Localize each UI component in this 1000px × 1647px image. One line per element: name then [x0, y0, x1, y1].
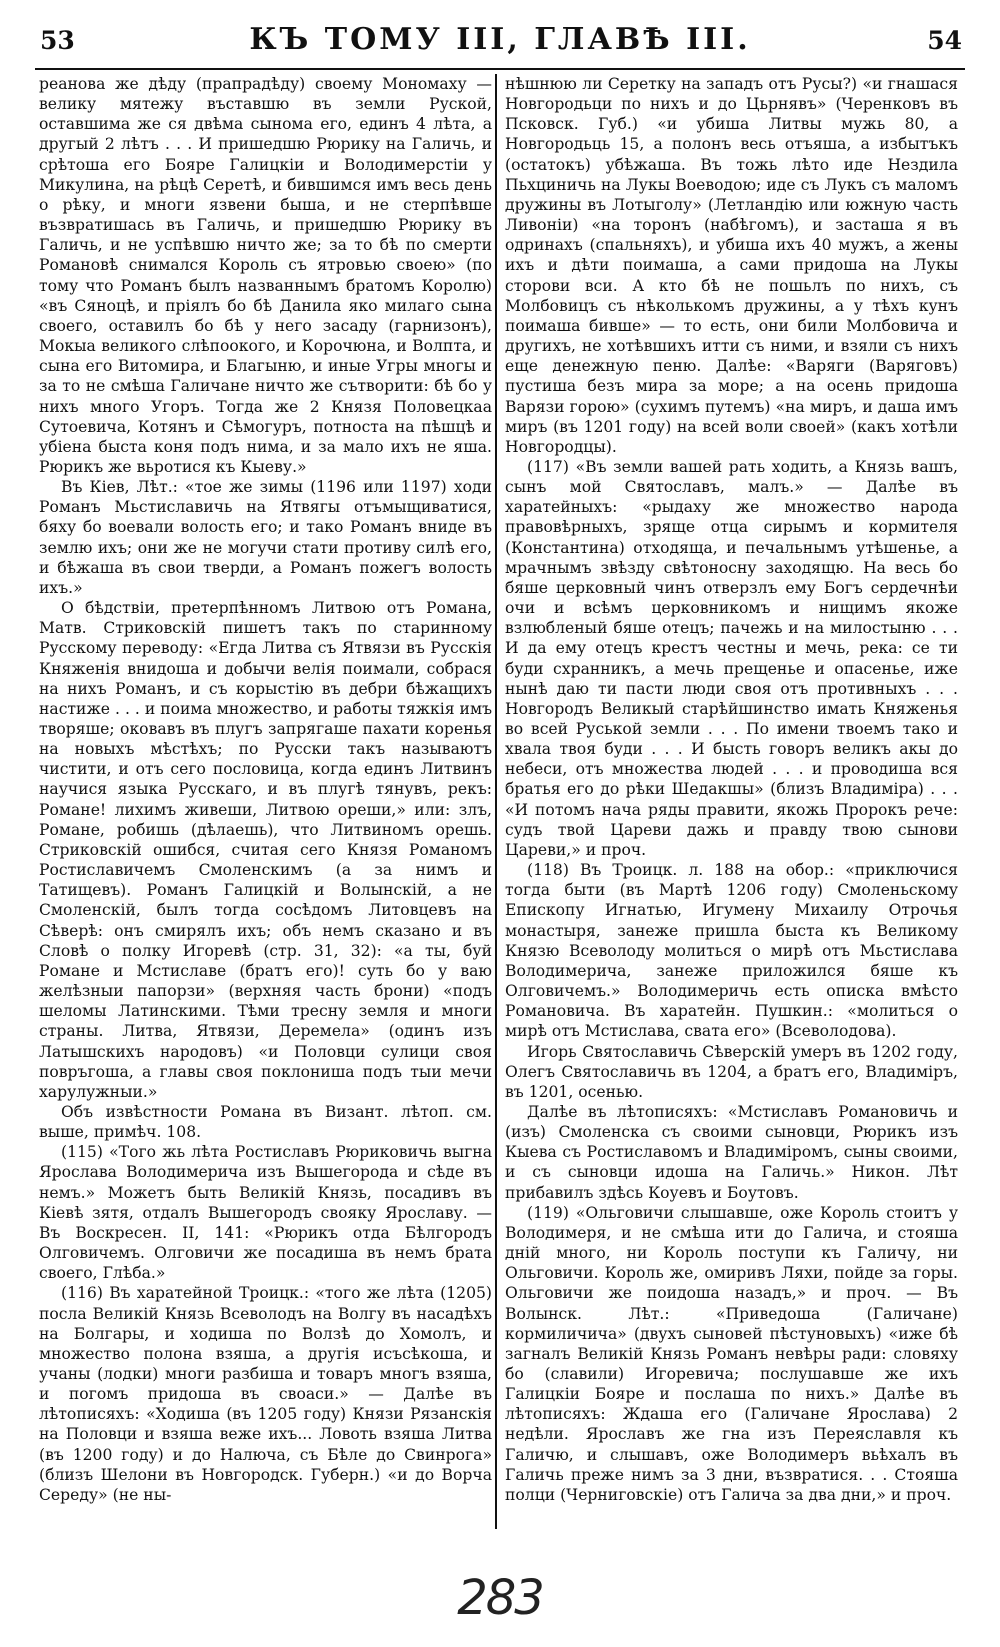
running-title: КЪ ТОМУ III, ГЛАВѢ III.	[249, 22, 751, 57]
page-number-left: 53	[40, 26, 75, 55]
paragraph: Объ извѣстности Романа въ Визант. лѣтоп. см. выше, примѣч. 108.	[39, 1102, 492, 1142]
handwritten-page-number: 283	[457, 1570, 543, 1626]
paragraph: реанова же дѣду (прапрадѣду) своему Мономаху — велику мятежу въставшю въ земли Руской, оставшима же ся двѣма сынома его, единъ 4 лѣта, а другый 2 лѣтъ . . . И пришедшю Рюрику на Галичь, и срѣтоша его Бояре Галицкіи и Володимерстіи у Микулина, на рѣцѣ Серетѣ, и бившимся имъ весь день о рѣку, и многи язвени быша, и не стерпѣвше възвратишась въ Галичь, и пришедшю Рюрику въ Галичь, и не успѣвшю ничто же; за то бѣ по смерти Романовѣ снимался Король съ ятровью своею» (по тому что Романъ былъ названнымъ братомъ Королю) «въ Сяноцѣ, и пріялъ бо бѣ Данила яко милаго сына своего, оставилъ бо бѣ у него засаду (гарнизонъ), Мокыа великого слѣпоокого, и Корочюна, и Волпта, и сына его Витомира, и Благыню, и иные Угры многы и за то не смѣша Галичане ничто же сътворити: бѣ бо у нихъ много Угоръ. Тогда же 2 Князя Половецкаа Сутоевича, Котянъ и Сѣмогуръ, потностa на пѣшцѣ и убiена быста коня подъ нима, и за мало ихъ не яша. Рюрикъ же вьротися къ Кыеву.»	[39, 75, 492, 476]
right-column	[505, 74, 958, 1532]
paragraph: Далѣе въ лѣтописяхъ: «Мстиславъ Романовичь и (изъ) Смоленска съ своими сыновци, Рюрикъ изъ Кыева съ Ростиславомъ и Владиміромъ, сыны своими, и съ сыновци идоша на Галичь.» Никон. Лѣт прибавилъ здѣсь Коуевъ и Боутовъ.	[505, 1102, 958, 1202]
header-rule	[35, 68, 965, 70]
left-column	[39, 74, 492, 1532]
page-header	[0, 22, 1000, 68]
paragraph: О бѣдствіи, претерпѣнномъ Литвою отъ Романа, Матв. Стриковскій пишетъ такъ по старинному Русскому переводу: «Егда Литва съ Ятвязи въ Русскія Княженія внидоша и добычи велія поимали, собрася на нихъ Романъ, и съ корыстію въ дебри бѣжащихъ настиже . . . и поима множество, и работы тяжкія имъ творяше; оковавъ въ плугъ запрягаше пахати коренья на новыхъ мѣстѣхъ; по Русски такъ называютъ чистити, и отъ сего пословица, когда единъ Литвинъ научися языка Русскаго, и въ плугѣ тянувъ, рекъ: Романе! лихимъ живеши, Литвою ореши,» или: злъ, Романе, робишь (дѣлаешь), что Литвиномъ орешь. Стриковскій ошибся, считая сего Князя Романомъ Ростиславичемъ Смоленскимъ (а за нимъ и Татищевъ). Романъ Галицкій и Волынскій, а не Смоленскій, былъ тогда сосѣдомъ Литовцевъ на Сѣверѣ: онъ смирялъ ихъ; объ немъ сказано и въ Словѣ о полку Игоревѣ (стр. 31, 32): «а ты, буй Романе и Мстиславе (братъ его)! суть бо у ваю желѣзныи папорзи» (верхняя часть брони) «подъ шеломы Латинскими. Тѣми тресну земля и многи страны. Литва, Ятвязи, Деремела» (одинъ изъ Латышскихъ народовъ) «и Половци сулици своя повръгоша, а главы своя поклониша подъ тыи мечи харулужныи.»	[39, 599, 492, 1101]
paragraph: (117) «Въ земли вашей рать ходить, а Князь вашъ, сынъ мой Святославъ, малъ.» — Далѣе въ харатейныхъ: «рыдаху же множество народа правовѣрныхъ, зряще отца сирымъ и кормителя (Константина) отходяща, и печальнымъ утѣшенье, а мрачнымъ звѣзду свѣтоносну заходящю. На весь бо бяше церковный чинъ отверзлъ ему Богъ сердечнѣи очи и всѣмъ церковникомъ и нищимъ якоже взлюбленый бяше отецъ; пачежь и на милостыню . . . И да ему отецъ крестъ честны и мечь, река: се ти буди схранникъ, а мечь прещенье и опасенье, иже нынѣ даю ти пасти люди своя отъ противныхъ . . . Новгородъ Великый старѣйшинство имать Княженья во всей Руськой земли . . . По имени твоемъ тако и хвала твоя буди . . . И бысть говоръ великъ акы до небеси, отъ множества людей . . . и проводиша вся братья его до рѣки Шедакшы» (близъ Владиміра) . . . «И потомъ нача ряды правити, якожь Пророкъ рече: судъ твой Цареви дажь и правду твою сынови Цареви,» и проч.	[505, 457, 958, 859]
paragraph: (115) «Того жь лѣта Ростиславъ Рюриковичь выгна Ярослава Володимерича изъ Вышегорода и сѣде въ немъ.» Можетъ быть Великій Князь, посадивъ въ Кіевѣ зятя, отдалъ Вышегородъ свояку Ярославу. — Въ Воскресен. II, 141: «Рюрикъ отда Бѣлгородъ Олговичемъ. Олговичи же посадиша въ немъ брата своего, Глѣба.»	[39, 1143, 492, 1283]
paragraph: Въ Кіев, Лѣт.: «тое же зимы (1196 или 1197) ходи Романъ Мьстиславичь на Ятвягы отъмыщиватися, бяху бо воевали волость его; и тако Романъ вниде въ землю ихъ; они же не могучи стати противу силѣ его, и бѣжаша въ свои тверди, а Романъ пожегъ волость ихъ.»	[39, 478, 492, 597]
paragraph: (116) Въ харатейной Троицк.: «того же лѣта (1205) посла Великій Князь Всеволодъ на Волгу въ насадѣхъ на Болгары, и ходиша по Волзѣ до Хомолъ, и множество полона взяша, а другія исъсѣкоша, и учаны (лодки) многи разбиша и товаръ многъ взяша, и погомъ придоша въ своаси.» — Далѣе въ лѣтописяхъ: «Ходиша (въ 1205 году) Князи Рязанскія на Половци и взяша веже ихъ... Ловоть взяша Литва (въ 1200 году) и до Налюча, съ Бѣле до Свинрога» (близъ Шелони въ Новгородск. Губерн.) «и до Ворча Середу» (не ны-	[39, 1284, 492, 1504]
paragraph: (118) Въ Троицк. л. 188 на обор.: «приключися тогда быти (въ Мартѣ 1206 году) Смоленьскому Епископу Игнатью, Игумену Михаилу Отрочья монастыря, занеже пришла быста къ Великому Князю Всеволоду молиться о мирѣ отъ Мьстислава Володимерича, занеже приложился бяше къ Олговичемъ.» Володимеричь есть описка вмѣсто Романовича. Въ харатейн. Пушкин.: «молиться о мирѣ отъ Мстислава, свата его» (Всеволодова).	[505, 861, 958, 1041]
column-divider	[495, 74, 497, 1529]
paragraph: нѣшнюю ли Серетку на западъ отъ Русы?) «и гнашася Новгородьци по нихъ и до Цьрнявъ» (Черенковъ въ Псковск. Губ.) «и убиша Литвы мужь 80, а Новгородьць 15, а полонъ весь отъяша, а избытъкъ (остатокъ) убѣжаша. Въ тожь лѣто иде Нездила Пьхциничь на Лукы Воеводою; иде съ Лукъ съ маломъ дружины въ Лотыголу» (Летландію или южную часть Ливоніи) «на торонъ (набѣгомъ), и засташа я въ одринахъ (спальняхъ), и убиша ихъ 40 мужъ, а жены ихъ и дѣти поимаша, а сами придоша на Лукы сторови вси. А кто бѣ не пошьлъ по нихъ, съ Молбовицъ съ нѣколькомъ дружины, а у тѣхъ кунъ поимаша бивше» — то есть, они били Молбовича и другихъ, не хотѣвшихъ итти съ ними, и взяли съ нихъ еще денежную пеню. Далѣе: «Варяги (Варяговъ) пустиша безъ мира за море; а на осень придоша Варязи горою» (сухимъ путемъ) «на миръ, и даша имъ миръ (въ 1201 году) на всей воли своей» (какъ хотѣли Новгородцы).	[505, 75, 958, 456]
page-number-right: 54	[927, 26, 962, 55]
paragraph: Игорь Святославичь Сѣверскій умеръ въ 1202 году, Олегъ Святославичь въ 1204, а братъ его, Владиміръ, въ 1201, осенью.	[505, 1042, 958, 1101]
paragraph: (119) «Ольговичи слышавше, оже Король стоитъ у Володимеря, и не смѣша ити до Галича, и стояша дній много, ни Король поступи къ Галичу, ни Ольговичи. Король же, омиривъ Ляхи, пойде за горы. Ольговичи же поидоша назадъ,» и проч. — Въ Волынск. Лѣт.: «Приведоша (Галичане) кормиличича» (двухъ сыновей пѣстуновыхъ) «иже бѣ загналъ Великій Князь Романъ невѣры ради: словяху бо (славили) Игоревича; послушавше же ихъ Галицкіи Бояре и послаша по нихъ.» Далѣе въ лѣтописяхъ: Ждаша его (Галичане Ярослава) 2 недѣли. Ярославъ же гна изъ Переяславля къ Галичю, и слышавъ, оже Володимеръ вьѣхалъ въ Галичь преже нимъ за 3 дни, възвратися. . . Стояша полци (Черниговскіе) отъ Галича за два дни,» и проч.	[505, 1203, 958, 1504]
